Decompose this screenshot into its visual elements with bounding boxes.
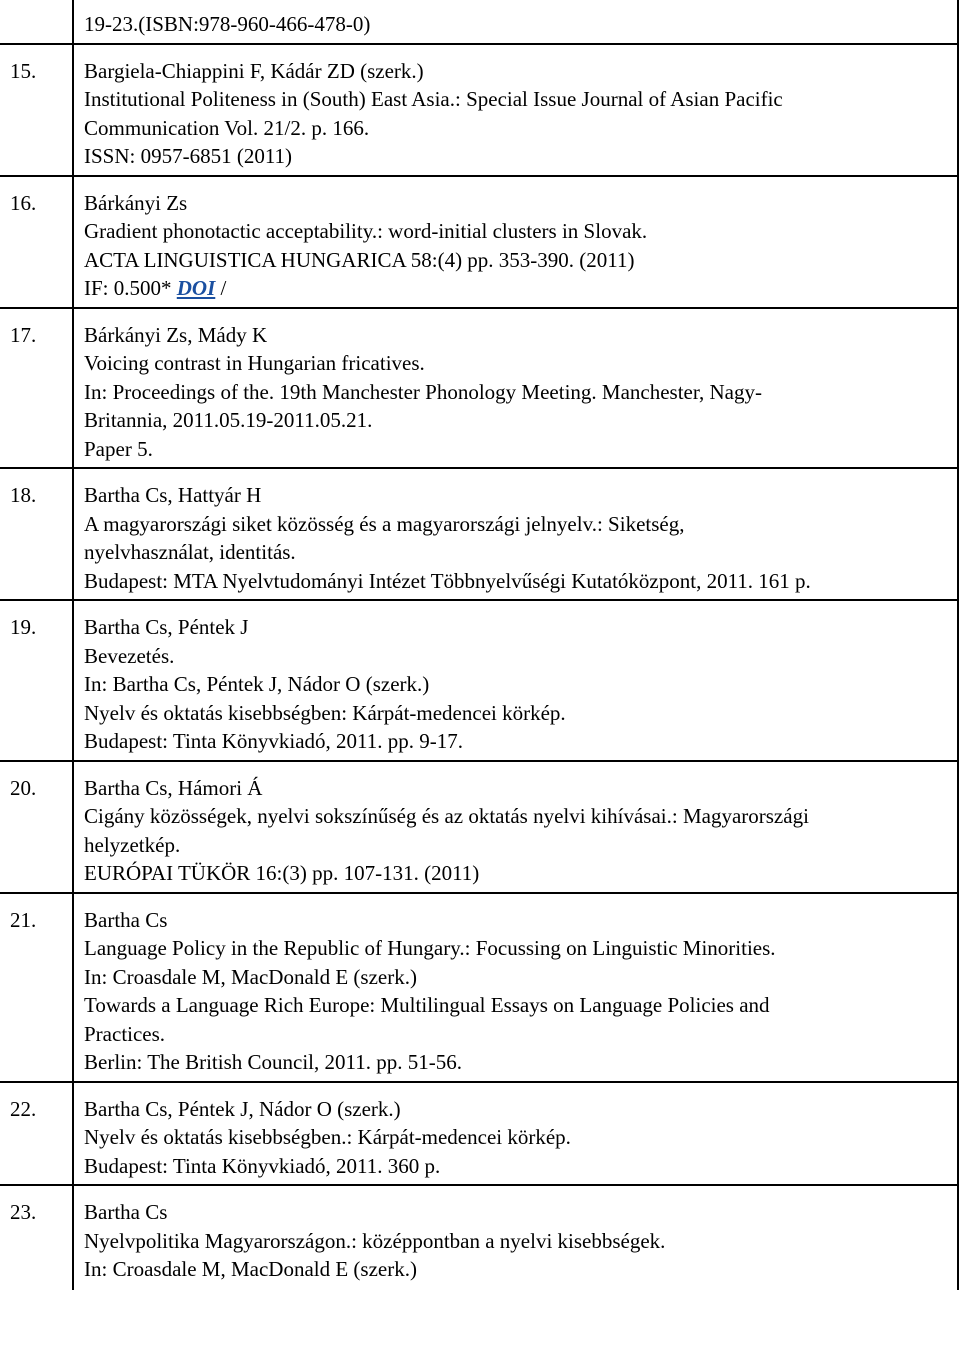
impact-factor-line (84, 274, 951, 303)
entry-line: Gradient phonotactic acceptability.: word-initial clusters in Slovak. (84, 219, 648, 243)
impact-factor-suffix: / (215, 276, 227, 300)
entry-line: 19-23.(ISBN:978-960-466-478-0) (84, 12, 371, 36)
entry-number: 19. (0, 600, 73, 761)
entry-line: In: Croasdale M, MacDonald E (szerk.) (84, 964, 417, 989)
entry-line: helyzetkép. (84, 832, 181, 857)
entry-line: ISSN: 0957-6851 (2011) (84, 144, 293, 168)
entry-number: 17. (0, 308, 73, 469)
entry-authors: Bárkányi Zs (84, 190, 188, 215)
entry-body (73, 1185, 958, 1290)
entry-line: Berlin: The British Council, 2011. pp. 51-56. (84, 1050, 462, 1074)
entry-line: Practices. (84, 1021, 166, 1046)
entry-line: Institutional Politeness in (South) East Asia.: Special Issue Journal of Asian Pacific (84, 87, 783, 111)
entry-line: Cigány közösségek, nyelvi sokszínűség és az oktatás nyelvi kihívásai.: Magyarországi (84, 804, 809, 828)
entry-number (0, 0, 73, 44)
entry-body (73, 600, 958, 761)
entry-number: 22. (0, 1082, 73, 1186)
entry-body (73, 468, 958, 600)
entry-number: 15. (0, 44, 73, 176)
entry-line: A magyarországi siket közösség és a magyarországi jelnyelv.: Siketség, (84, 511, 685, 536)
entry-body (73, 0, 958, 44)
table-row (0, 176, 958, 308)
table-row (0, 0, 958, 44)
impact-factor-label: IF: 0.500* (84, 276, 177, 300)
entry-line: Nyelv és oktatás kisebbségben: Kárpát-medencei körkép. (84, 700, 566, 725)
entry-body (73, 1082, 958, 1186)
table-row (0, 893, 958, 1082)
table-row (0, 761, 958, 893)
entry-body (73, 176, 958, 308)
table-row (0, 1185, 958, 1290)
entry-line: In: Proceedings of the. 19th Manchester Phonology Meeting. Manchester, Nagy- (84, 379, 762, 404)
entry-body (73, 893, 958, 1082)
entry-line: Voicing contrast in Hungarian fricatives. (84, 351, 425, 375)
entry-body (73, 761, 958, 893)
entry-line: Britannia, 2011.05.19-2011.05.21. (84, 408, 373, 432)
entry-line: ACTA LINGUISTICA HUNGARICA 58:(4) pp. 353-390. (2011) (84, 247, 635, 272)
entry-authors: Bartha Cs, Péntek J (84, 615, 249, 639)
entry-authors: Bartha Cs (84, 1200, 168, 1224)
entry-line: Towards a Language Rich Europe: Multilingual Essays on Language Policies and (84, 993, 770, 1017)
entry-line: Nyelv és oktatás kisebbségben.: Kárpát-medencei körkép. (84, 1125, 571, 1149)
entry-authors: Bartha Cs, Hattyár H (84, 483, 262, 507)
entry-body (73, 44, 958, 176)
table-row (0, 1082, 958, 1186)
entry-number: 20. (0, 761, 73, 893)
entry-line: Budapest: Tinta Könyvkiadó, 2011. pp. 9-17. (84, 729, 463, 753)
entry-authors: Bargiela-Chiappini F, Kádár ZD (szerk.) (84, 58, 424, 83)
entry-line: Communication Vol. 21/2. p. 166. (84, 115, 370, 140)
entry-authors: Bartha Cs, Hámori Á (84, 775, 263, 800)
entry-number: 23. (0, 1185, 73, 1290)
entry-number: 16. (0, 176, 73, 308)
entry-number: 18. (0, 468, 73, 600)
entry-authors: Bartha Cs (84, 907, 168, 932)
entry-line: EURÓPAI TÜKÖR 16:(3) pp. 107-131. (2011) (84, 861, 480, 885)
entry-line: Nyelvpolitika Magyarországon.: középpontban a nyelvi kisebbségek. (84, 1228, 666, 1253)
doi-link[interactable]: DOI (176, 276, 216, 300)
entry-line: Paper 5. (84, 436, 153, 461)
table-row (0, 468, 958, 600)
entry-authors: Bárkányi Zs, Mády K (84, 322, 268, 347)
entry-authors: Bartha Cs, Péntek J, Nádor O (szerk.) (84, 1096, 401, 1121)
entry-line: Budapest: MTA Nyelvtudományi Intézet Többnyelvűségi Kutatóközpont, 2011. 161 p. (84, 568, 811, 593)
entry-line: Bevezetés. (84, 643, 175, 668)
table-row (0, 600, 958, 761)
entry-number: 21. (0, 893, 73, 1082)
entry-line: Language Policy in the Republic of Hungary.: Focussing on Linguistic Minorities. (84, 936, 776, 960)
entry-body (73, 308, 958, 469)
entry-line: In: Bartha Cs, Péntek J, Nádor O (szerk.) (84, 672, 430, 696)
table-row (0, 308, 958, 469)
table-row (0, 44, 958, 176)
entry-line: nyelvhasználat, identitás. (84, 540, 296, 564)
entry-line: In: Croasdale M, MacDonald E (szerk.) (84, 1257, 417, 1281)
entry-line: Budapest: Tinta Könyvkiadó, 2011. 360 p. (84, 1153, 441, 1178)
